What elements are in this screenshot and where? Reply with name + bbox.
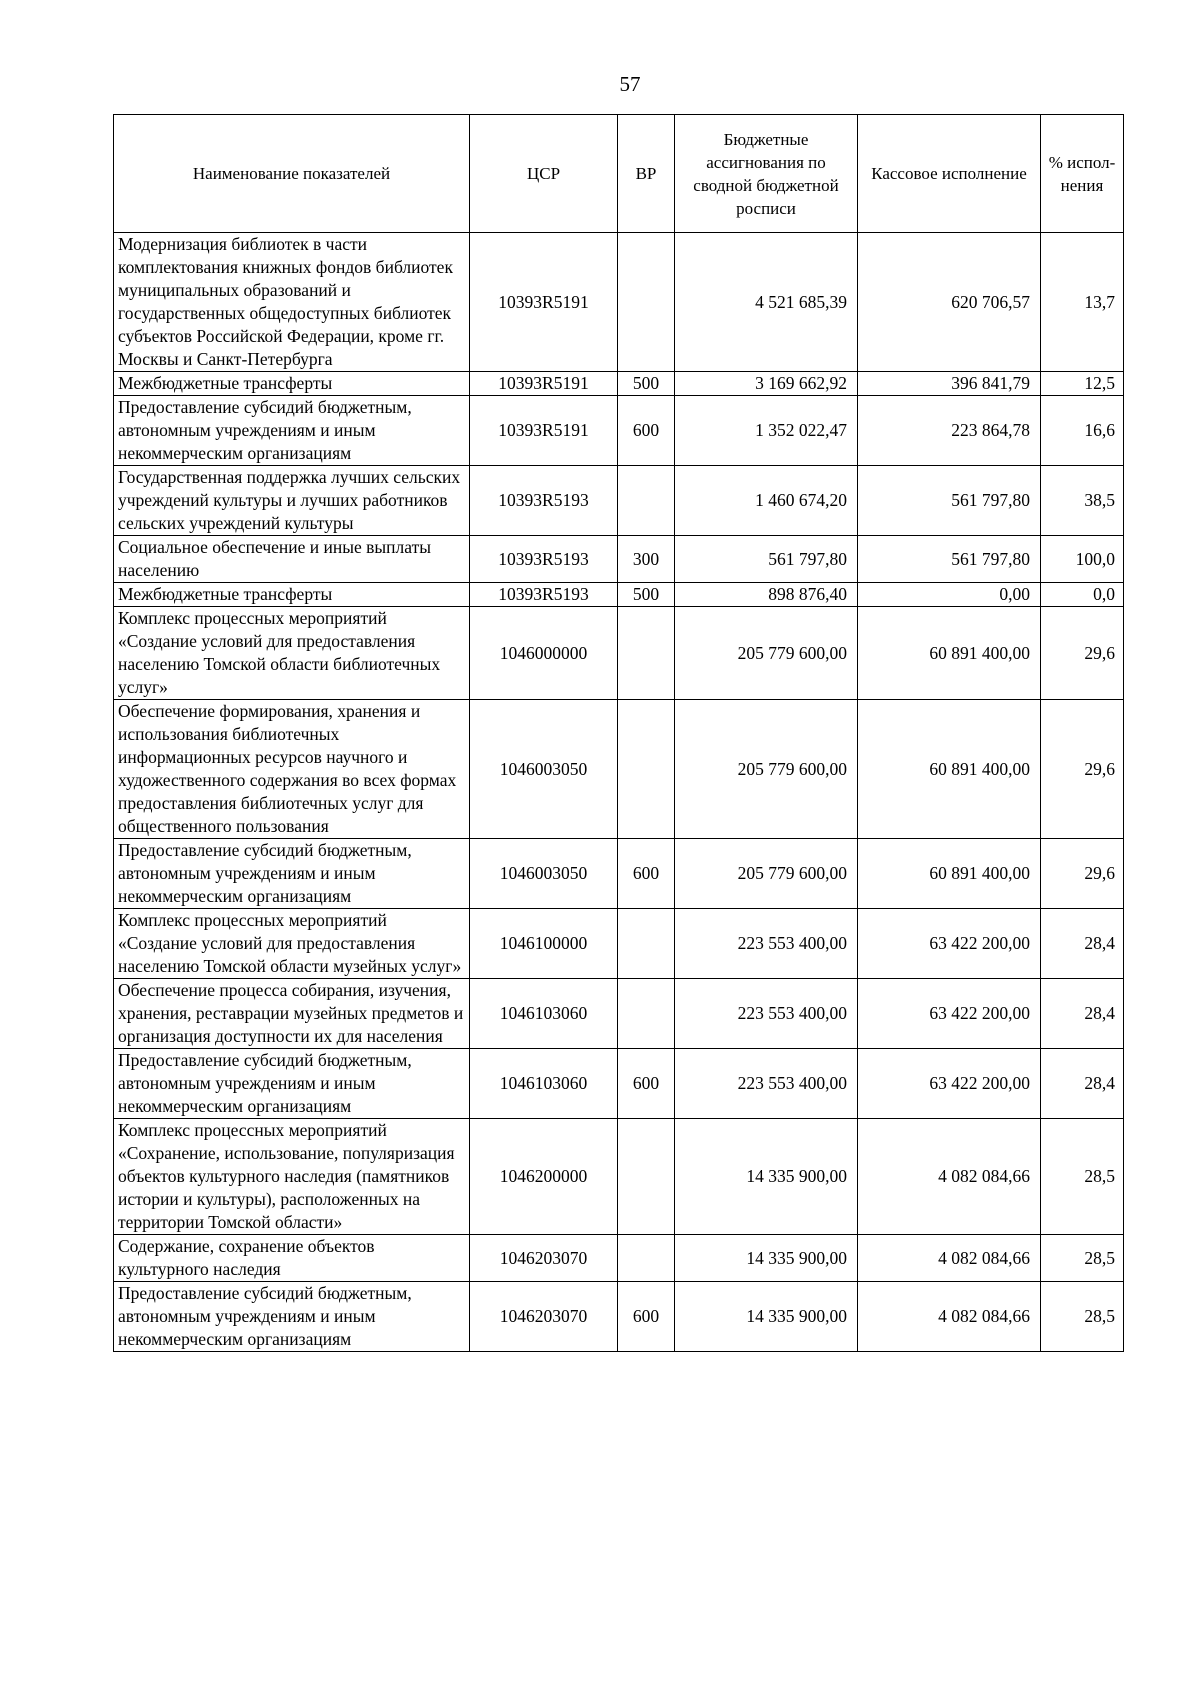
table-row	[114, 1282, 1124, 1352]
cell-name: Предоставление субсидий бюджетным, автономным учреждениям и иным некоммерческим организациям	[114, 1049, 470, 1119]
header-csr: ЦСР	[470, 115, 618, 233]
table-row	[114, 979, 1124, 1049]
cell-csr: 10393R5191	[470, 372, 618, 396]
cell-budget: 561 797,80	[675, 536, 858, 583]
cell-vr: 500	[618, 372, 675, 396]
cell-budget: 14 335 900,00	[675, 1119, 858, 1235]
cell-pct: 29,6	[1041, 700, 1124, 839]
table-header-row	[114, 115, 1124, 233]
cell-pct: 28,4	[1041, 909, 1124, 979]
cell-budget: 205 779 600,00	[675, 839, 858, 909]
cell-cash: 60 891 400,00	[858, 700, 1041, 839]
cell-cash: 561 797,80	[858, 466, 1041, 536]
cell-cash: 63 422 200,00	[858, 1049, 1041, 1119]
cell-cash: 4 082 084,66	[858, 1282, 1041, 1352]
cell-csr: 10393R5191	[470, 233, 618, 372]
cell-csr: 1046100000	[470, 909, 618, 979]
cell-vr: 600	[618, 839, 675, 909]
cell-vr: 600	[618, 1049, 675, 1119]
table-row	[114, 607, 1124, 700]
cell-name: Модернизация библиотек в части комплектования книжных фондов библиотек муниципальных образований и государственных общедоступных библиотек субъектов Российской Федерации, кроме гг. Москвы и Санкт-Петербурга	[114, 233, 470, 372]
cell-name: Предоставление субсидий бюджетным, автономным учреждениям и иным некоммерческим организациям	[114, 1282, 470, 1352]
cell-budget: 223 553 400,00	[675, 979, 858, 1049]
cell-csr: 1046103060	[470, 1049, 618, 1119]
cell-csr: 1046203070	[470, 1282, 618, 1352]
cell-cash: 4 082 084,66	[858, 1235, 1041, 1282]
cell-vr	[618, 700, 675, 839]
table-row	[114, 583, 1124, 607]
cell-name: Предоставление субсидий бюджетным, автономным учреждениям и иным некоммерческим организациям	[114, 839, 470, 909]
cell-budget: 14 335 900,00	[675, 1282, 858, 1352]
cell-vr	[618, 979, 675, 1049]
budget-execution-table	[113, 114, 1124, 1352]
table-row	[114, 1049, 1124, 1119]
table-row	[114, 233, 1124, 372]
cell-name: Предоставление субсидий бюджетным, автономным учреждениям и иным некоммерческим организациям	[114, 396, 470, 466]
cell-vr	[618, 607, 675, 700]
cell-budget: 1 352 022,47	[675, 396, 858, 466]
cell-name: Комплекс процессных мероприятий «Создание условий для предоставления населению Томской области библиотечных услуг»	[114, 607, 470, 700]
cell-cash: 63 422 200,00	[858, 979, 1041, 1049]
table-row	[114, 1119, 1124, 1235]
cell-vr	[618, 909, 675, 979]
cell-name: Межбюджетные трансферты	[114, 583, 470, 607]
cell-csr: 10393R5193	[470, 466, 618, 536]
cell-name: Обеспечение процесса собирания, изучения, хранения, реставрации музейных предметов и организация доступности их для населения	[114, 979, 470, 1049]
cell-csr: 1046203070	[470, 1235, 618, 1282]
cell-budget: 223 553 400,00	[675, 1049, 858, 1119]
cell-pct: 12,5	[1041, 372, 1124, 396]
cell-cash: 63 422 200,00	[858, 909, 1041, 979]
cell-budget: 223 553 400,00	[675, 909, 858, 979]
cell-pct: 28,5	[1041, 1119, 1124, 1235]
cell-budget: 14 335 900,00	[675, 1235, 858, 1282]
cell-csr: 10393R5193	[470, 536, 618, 583]
cell-pct: 28,5	[1041, 1235, 1124, 1282]
table-body	[114, 233, 1124, 1352]
header-vr: ВР	[618, 115, 675, 233]
cell-csr: 10393R5193	[470, 583, 618, 607]
table-row	[114, 396, 1124, 466]
cell-pct: 0,0	[1041, 583, 1124, 607]
cell-csr: 10393R5191	[470, 396, 618, 466]
cell-pct: 29,6	[1041, 839, 1124, 909]
cell-csr: 1046103060	[470, 979, 618, 1049]
cell-name: Комплекс процессных мероприятий «Сохранение, использование, популяризация объектов культурного наследия (памятников истории и культуры), расположенных на территории Томской области»	[114, 1119, 470, 1235]
cell-pct: 28,4	[1041, 1049, 1124, 1119]
cell-pct: 38,5	[1041, 466, 1124, 536]
cell-cash: 60 891 400,00	[858, 607, 1041, 700]
cell-vr: 300	[618, 536, 675, 583]
page-number: 57	[619, 72, 641, 96]
cell-pct: 13,7	[1041, 233, 1124, 372]
cell-vr	[618, 1235, 675, 1282]
table-row	[114, 909, 1124, 979]
cell-cash: 223 864,78	[858, 396, 1041, 466]
table-row	[114, 1235, 1124, 1282]
cell-csr: 1046003050	[470, 700, 618, 839]
header-budget: Бюджетные ассигнования по сводной бюджетной росписи	[675, 115, 858, 233]
cell-cash: 0,00	[858, 583, 1041, 607]
table-row	[114, 466, 1124, 536]
cell-vr: 600	[618, 396, 675, 466]
cell-vr	[618, 466, 675, 536]
table-row	[114, 839, 1124, 909]
cell-name: Комплекс процессных мероприятий «Создание условий для предоставления населению Томской области музейных услуг»	[114, 909, 470, 979]
cell-pct: 16,6	[1041, 396, 1124, 466]
header-pct: % испол-нения	[1041, 115, 1124, 233]
cell-pct: 29,6	[1041, 607, 1124, 700]
cell-pct: 28,5	[1041, 1282, 1124, 1352]
cell-budget: 205 779 600,00	[675, 607, 858, 700]
cell-csr: 1046200000	[470, 1119, 618, 1235]
cell-cash: 396 841,79	[858, 372, 1041, 396]
cell-vr: 500	[618, 583, 675, 607]
table-row	[114, 372, 1124, 396]
cell-name: Социальное обеспечение и иные выплаты населению	[114, 536, 470, 583]
table-row	[114, 700, 1124, 839]
cell-pct: 100,0	[1041, 536, 1124, 583]
cell-csr: 1046000000	[470, 607, 618, 700]
cell-vr: 600	[618, 1282, 675, 1352]
cell-cash: 4 082 084,66	[858, 1119, 1041, 1235]
table-row	[114, 536, 1124, 583]
cell-budget: 1 460 674,20	[675, 466, 858, 536]
cell-cash: 620 706,57	[858, 233, 1041, 372]
cell-name: Обеспечение формирования, хранения и использования библиотечных информационных ресурсов научного и художественного содержания во всех формах предоставления библиотечных услуг для общественного пользования	[114, 700, 470, 839]
cell-cash: 60 891 400,00	[858, 839, 1041, 909]
cell-cash: 561 797,80	[858, 536, 1041, 583]
cell-name: Содержание, сохранение объектов культурного наследия	[114, 1235, 470, 1282]
header-name: Наименование показателей	[114, 115, 470, 233]
cell-csr: 1046003050	[470, 839, 618, 909]
cell-budget: 3 169 662,92	[675, 372, 858, 396]
cell-name: Межбюджетные трансферты	[114, 372, 470, 396]
cell-budget: 898 876,40	[675, 583, 858, 607]
header-cash: Кассовое исполнение	[858, 115, 1041, 233]
cell-vr	[618, 1119, 675, 1235]
cell-pct: 28,4	[1041, 979, 1124, 1049]
cell-budget: 205 779 600,00	[675, 700, 858, 839]
cell-budget: 4 521 685,39	[675, 233, 858, 372]
cell-vr	[618, 233, 675, 372]
cell-name: Государственная поддержка лучших сельских учреждений культуры и лучших работников сельских учреждений культуры	[114, 466, 470, 536]
